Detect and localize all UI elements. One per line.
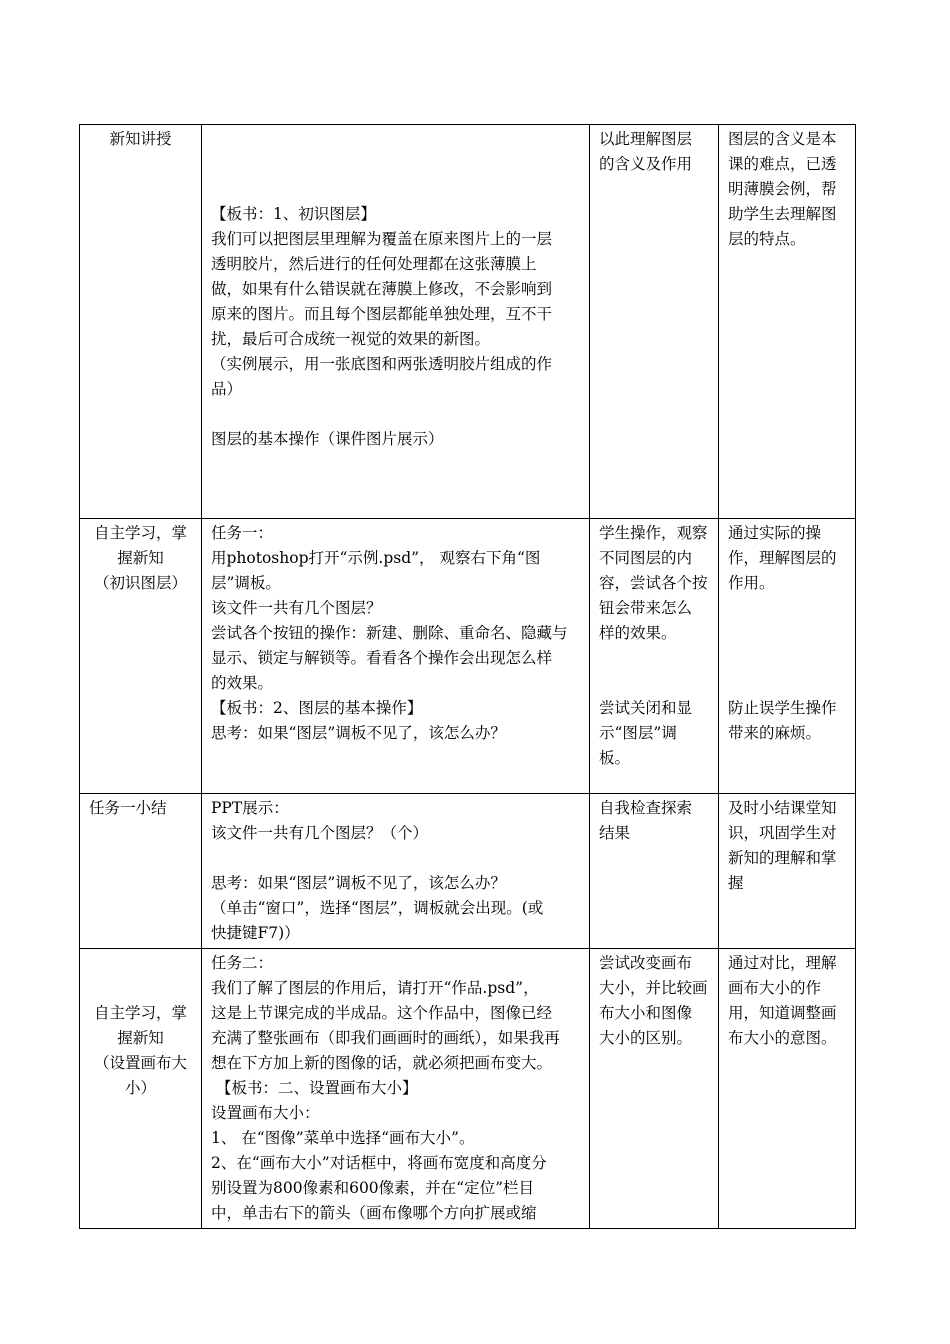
- intent-line: 明薄膜会例，帮: [728, 180, 837, 198]
- intent-line: 防止误学生操作: [728, 699, 837, 717]
- student-line: 以此理解图层: [599, 130, 693, 148]
- intent-line: 识，巩固学生对: [728, 824, 837, 842]
- design-intent-cell: [719, 794, 856, 949]
- content-line: 思考：如果“图层”调板不见了，该怎么办？: [211, 724, 506, 742]
- stage-label: 自主学习，掌: [93, 1004, 187, 1022]
- content-line: 设置画布大小：: [211, 1104, 320, 1122]
- intent-line: 握: [728, 874, 744, 892]
- content-line: 做，如果有什么错误就在薄膜上修改，不会影响到: [211, 280, 553, 298]
- content-line: [211, 846, 580, 871]
- table-row: [80, 949, 856, 1229]
- intent-line: 作，理解图层的: [728, 549, 837, 567]
- content-cell: [202, 519, 590, 794]
- intent-line: 通过实际的操: [728, 524, 822, 542]
- stage-label: （设置画布大: [93, 1054, 187, 1072]
- content-line: 我们了解了图层的作用后，请打开“作品.psd”，: [211, 979, 539, 997]
- intent-line: 通过对比，理解: [728, 954, 837, 972]
- student-line: 大小，并比较画: [599, 979, 708, 997]
- content-cell: [202, 794, 590, 949]
- student-line: 大小的区别。: [599, 1029, 693, 1047]
- content-line: 快捷键F7)）: [211, 924, 300, 942]
- student-line: 学生操作，观察: [599, 524, 708, 542]
- student-line: 钮会带来怎么: [599, 599, 693, 617]
- table-row: [80, 519, 856, 794]
- content-line: 我们可以把图层里理解为覆盖在原来图片上的一层: [211, 230, 553, 248]
- content-line: [211, 127, 580, 152]
- stage-label: 新知讲授: [109, 130, 172, 148]
- intent-line: 助学生去理解图: [728, 205, 837, 223]
- content-line: 这是上节课完成的半成品。这个作品中，图像已经: [211, 1004, 553, 1022]
- table-row: [80, 794, 856, 949]
- content-line: 显示、锁定与解锁等。看看各个操作会出现怎么样: [211, 649, 553, 667]
- student-line: 尝试改变画布: [599, 954, 693, 972]
- content-line: 【板书：二、设置画布大小】: [211, 1079, 418, 1097]
- student-line: 结果: [599, 824, 631, 842]
- lesson-plan-table: [79, 124, 856, 1229]
- content-line: （实例展示，用一张底图和两张透明胶片组成的作: [211, 355, 553, 373]
- intent-line: 课的难点，已透: [728, 155, 837, 173]
- student-line: 布大小和图像: [599, 1004, 693, 1022]
- stage-label: （初识图层）: [93, 574, 187, 592]
- student-line: 容，尝试各个按: [599, 574, 708, 592]
- content-line: 想在下方加上新的图像的话，就必须把画布变大。: [211, 1054, 553, 1072]
- design-intent-cell: [719, 949, 856, 1229]
- content-line: 1、 在“图像”菜单中选择“画布大小”。: [211, 1129, 475, 1147]
- content-line: 别设置为800像素和600像素，并在“定位”栏目: [211, 1179, 535, 1197]
- stage-label: 任务一小结: [89, 799, 167, 817]
- content-line: PPT展示：: [211, 799, 289, 817]
- stage-cell: [80, 949, 202, 1229]
- intent-line: 层的特点。: [728, 230, 806, 248]
- student-line: 不同图层的内: [599, 549, 693, 567]
- intent-line: 画布大小的作: [728, 979, 822, 997]
- student-activity-cell: [590, 519, 719, 794]
- content-line: 扰，最后可合成统一视觉的效果的新图。: [211, 330, 491, 348]
- content-line: （单击“窗口”，选择“图层”，调板就会出现。(或: [211, 899, 544, 917]
- content-line: 该文件一共有几个图层？: [211, 599, 382, 617]
- stage-label: 自主学习，掌: [93, 524, 187, 542]
- content-line: 用photoshop打开“示例.psd”， 观察右下角“图: [211, 549, 541, 567]
- content-line: [211, 152, 580, 177]
- table-row: [80, 125, 856, 519]
- content-line: 品）: [211, 380, 243, 398]
- content-line: 充满了整张画布（即我们画画时的画纸），如果我再: [211, 1029, 560, 1047]
- content-line: 任务一：: [211, 524, 274, 542]
- student-line: 尝试关闭和显: [599, 699, 693, 717]
- intent-line: 布大小的意图。: [728, 1029, 837, 1047]
- stage-cell: [80, 519, 202, 794]
- content-line: 思考：如果“图层”调板不见了，该怎么办？: [211, 874, 506, 892]
- intent-line: 新知的理解和掌: [728, 849, 837, 867]
- stage-cell: [80, 794, 202, 949]
- content-line: 中，单击右下的箭头（画布像哪个方向扩展或缩: [211, 1204, 537, 1222]
- content-line: 【板书：2、图层的基本操作】: [211, 699, 423, 717]
- intent-line: 作用。: [728, 574, 775, 592]
- content-line: [211, 402, 580, 427]
- intent-line: 带来的麻烦。: [728, 724, 822, 742]
- content-line: [211, 177, 580, 202]
- design-intent-cell: [719, 519, 856, 794]
- stage-label: 小）: [124, 1079, 156, 1097]
- content-line: 该文件一共有几个图层？（个）: [211, 824, 429, 842]
- content-cell: [202, 949, 590, 1229]
- stage-label: 握新知: [117, 549, 164, 567]
- content-line: 图层的基本操作（课件图片展示）: [211, 430, 444, 448]
- student-line: 的含义及作用: [599, 155, 693, 173]
- student-activity-cell: [590, 794, 719, 949]
- student-line: 自我检查探索: [599, 799, 693, 817]
- content-line: 原来的图片。而且每个图层都能单独处理，互不干: [211, 305, 553, 323]
- student-line: 板。: [599, 749, 631, 767]
- stage-cell: [80, 125, 202, 519]
- content-line: 尝试各个按钮的操作：新建、删除、重命名、隐藏与: [211, 624, 568, 642]
- design-intent-cell: [719, 125, 856, 519]
- content-line: 层”调板。: [211, 574, 281, 592]
- content-line: 任务二：: [211, 954, 274, 972]
- intent-line: 图层的含义是本: [728, 130, 837, 148]
- content-line: 【板书：1、初识图层】: [211, 205, 376, 223]
- content-line: 透明胶片，然后进行的任何处理都在这张薄膜上: [211, 255, 537, 273]
- intent-line: 及时小结课堂知: [728, 799, 837, 817]
- student-activity-cell: [590, 949, 719, 1229]
- intent-line: 用，知道调整画: [728, 1004, 837, 1022]
- student-activity-cell: [590, 125, 719, 519]
- student-line: 示“图层”调: [599, 724, 677, 742]
- student-line: 样的效果。: [599, 624, 677, 642]
- content-line: 的效果。: [211, 674, 274, 692]
- content-line: 2、在“画布大小”对话框中，将画布宽度和高度分: [211, 1154, 547, 1172]
- stage-label: 握新知: [117, 1029, 164, 1047]
- content-cell: [202, 125, 590, 519]
